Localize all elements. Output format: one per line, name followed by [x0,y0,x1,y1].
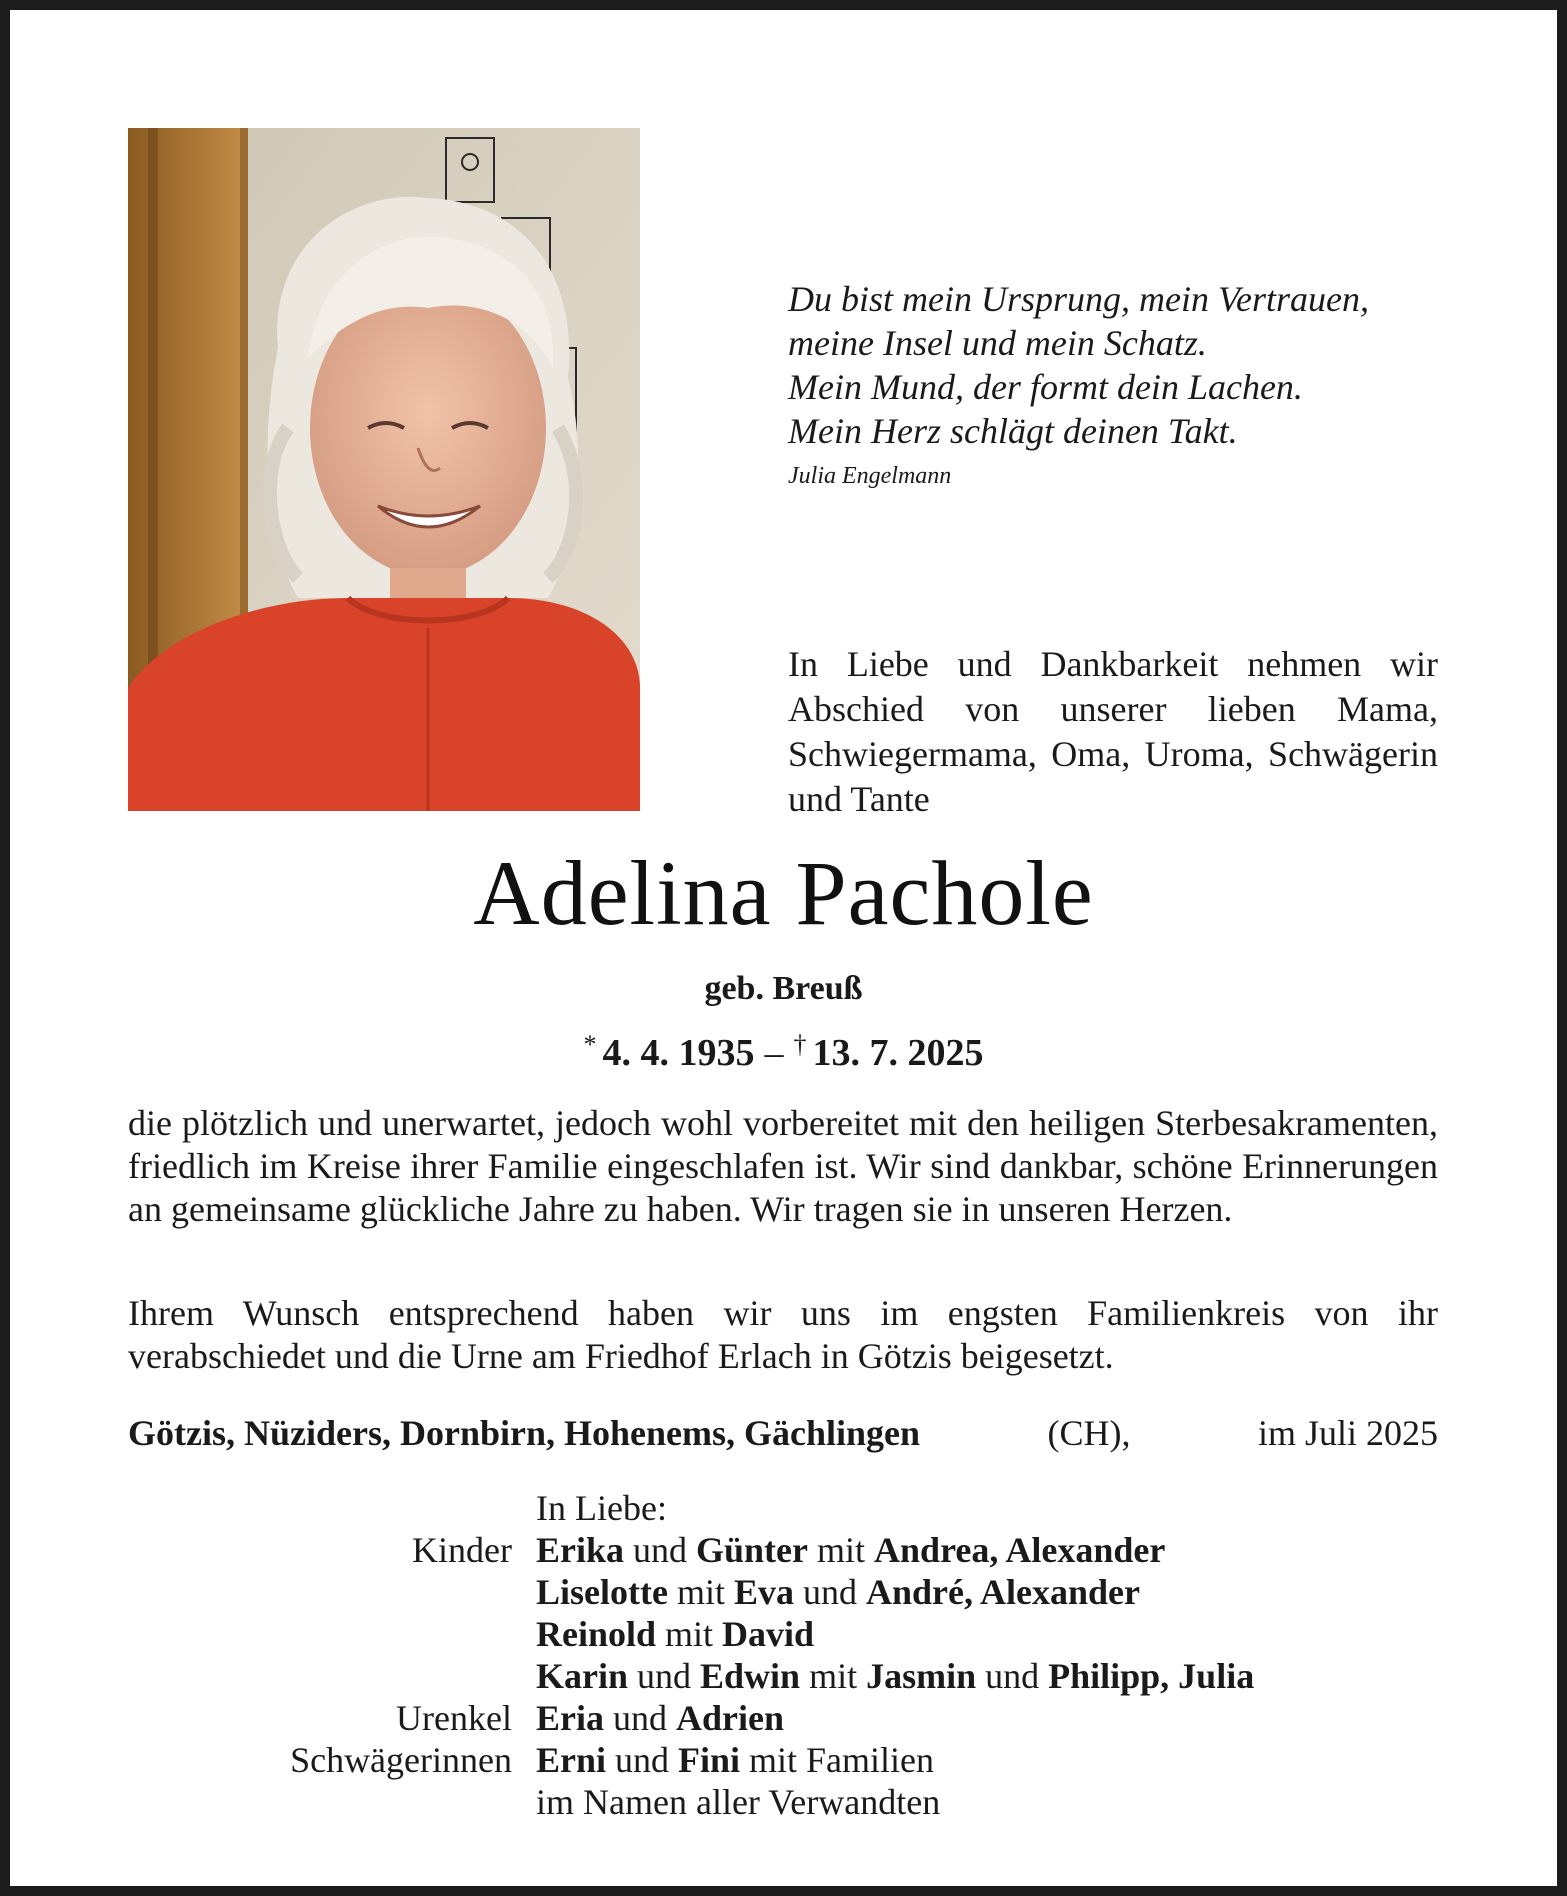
connector-text: mit [667,1572,734,1612]
empty-label [128,1781,536,1823]
paragraph-passing: die plötzlich und unerwartet, jedoch wohl vorbereitet mit den heiligen Sterbesakramenten, friedlich im Kreise ihrer Familie eingeschlafen ist. Wir sind dankbar, schöne Erinnerungen an gemeinsame glückliche Jahre zu haben. Wir tragen sie in unseren Herzen. [128,1103,1438,1229]
kinder-row [128,1613,1438,1655]
mourner-name: Andrea, Alexander [874,1530,1166,1570]
kinder-line [536,1571,1438,1613]
connector-text: und [794,1572,866,1612]
mourners-heading: In Liebe: [536,1488,667,1528]
kinder-line [536,1529,1438,1571]
quote-line: Mein Mund, der formt dein Lachen. [788,367,1303,407]
deceased-name: Adelina Pachole [473,842,1094,944]
urenkel-line [536,1697,1438,1739]
places-line [128,1412,1438,1454]
mourner-name: Fini [678,1740,741,1780]
mourner-name: Eria [536,1698,604,1738]
mourner-name: Reinold [536,1614,657,1654]
birth-date: 4. 4. 1935 [602,1032,755,1074]
portrait-photo [128,128,640,811]
quote-author: Julia Engelmann [788,463,952,489]
kinder-row [128,1655,1438,1697]
connector-text: und [624,1530,697,1570]
maiden-name: geb. Breuß [704,970,863,1007]
mourner-name: Edwin [700,1656,801,1696]
mourner-name: André, Alexander [866,1572,1140,1612]
connector-text: mit [808,1530,875,1570]
empty-label [128,1571,536,1613]
mourner-name: Eva [733,1572,794,1612]
places-country: (CH), [1047,1413,1131,1453]
birth-symbol: * [583,1030,597,1059]
kinder-row [128,1571,1438,1613]
mourner-name: Adrien [676,1698,784,1738]
connector-text: mit Familien [740,1740,935,1780]
empty-label [128,1487,536,1529]
closing-row [128,1781,1438,1823]
connector-text: und [606,1740,679,1780]
quote-line: Mein Herz schlägt deinen Takt. [788,411,1238,451]
portrait-illustration [128,128,640,811]
schwaegerinnen-label: Schwägerinnen [290,1740,512,1780]
death-symbol: † [793,1030,807,1059]
mourner-name: Jasmin [866,1656,977,1696]
connector-text: und [604,1698,676,1738]
mourner-name: Philipp, Julia [1048,1656,1255,1696]
urenkel-label: Urenkel [396,1698,512,1738]
places-date: im Juli 2025 [1257,1413,1438,1453]
death-date: 13. 7. 2025 [812,1032,984,1074]
intro-text: In Liebe und Dankbarkeit nehmen wir Abschied von unserer lieben Mama, Schwiegermama, Oma, Uroma, Schwägerin und Tante [788,644,1438,819]
places-towns: Götzis, Nüziders, Dornbirn, Hohenems, Gächlingen [128,1413,921,1453]
mourners-heading-row [128,1487,1438,1529]
empty-label [128,1613,536,1655]
kinder-row [128,1529,1438,1571]
mourner-name: Erika [536,1530,625,1570]
kinder-line [536,1613,1438,1655]
schwaegerinnen-row [128,1739,1438,1781]
quote-line: meine Insel und mein Schatz. [788,323,1207,363]
mourner-name: David [722,1614,815,1654]
mourners-list [128,1487,1438,1823]
schwaegerinnen-line [536,1739,1438,1781]
date-dash: – [764,1032,784,1074]
paragraph-burial: Ihrem Wunsch entsprechend haben wir uns im engsten Familienkreis von ihr verabschiedet und die Urne am Friedhof Erlach in Götzis beigesetzt. [128,1293,1438,1376]
life-dates [0,1030,1567,1075]
kinder-label: Kinder [412,1530,512,1570]
quote-block [788,277,1448,453]
empty-label [128,1655,536,1697]
quote-line: Du bist mein Ursprung, mein Vertrauen, [788,279,1369,319]
connector-text: mit [656,1614,723,1654]
urenkel-row [128,1697,1438,1739]
connector-text: und [976,1656,1049,1696]
mourner-name: Liselotte [536,1572,668,1612]
connector-text: und [628,1656,701,1696]
connector-text: mit [800,1656,867,1696]
mourner-name: Erni [536,1740,607,1780]
kinder-line [536,1655,1438,1697]
mourner-name: Karin [536,1656,629,1696]
mourner-name: Günter [696,1530,809,1570]
mourners-closing: im Namen aller Verwandten [536,1782,941,1822]
